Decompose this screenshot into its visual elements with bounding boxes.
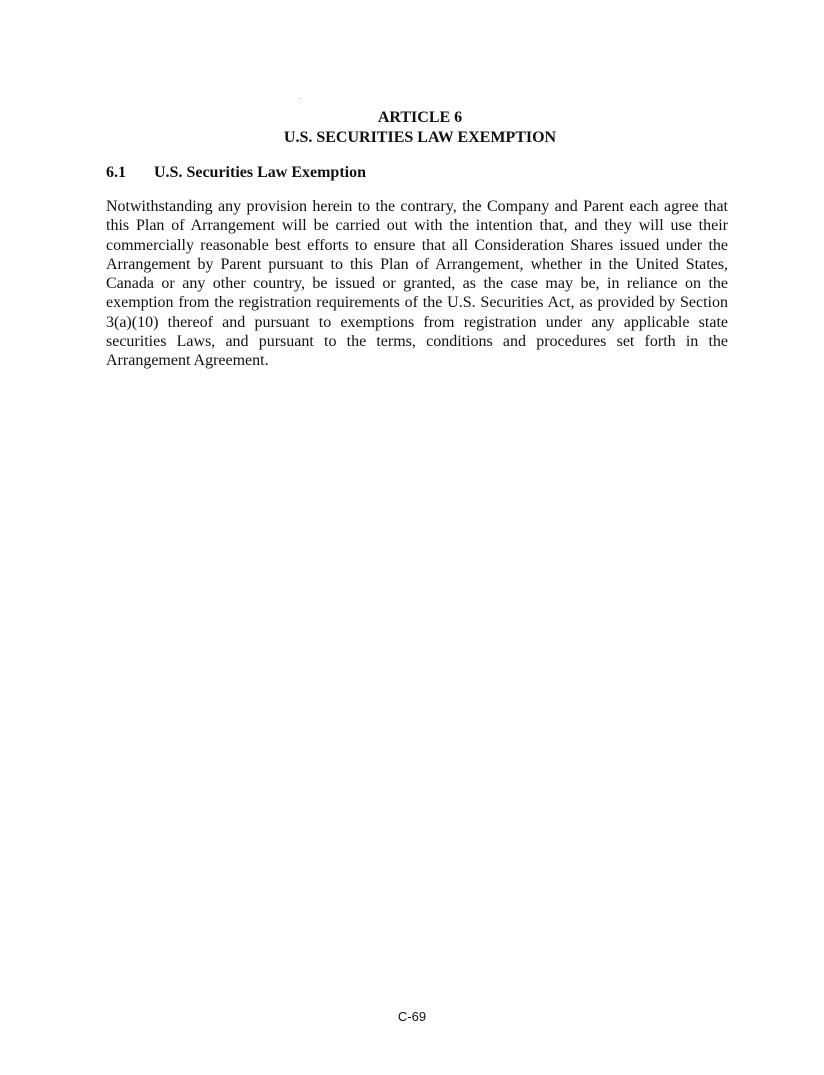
article-label: ARTICLE 6 <box>377 109 463 126</box>
article-heading <box>0 108 824 148</box>
section-title: U.S. Securities Law Exemption <box>154 164 366 181</box>
section-body-paragraph: Notwithstanding any provision herein to the contrary, the Company and Parent each agree that this Plan of Arrangement will be carried out with the intention that, and they will use their commercially reasonable best efforts to ensure that all Consideration Shares issued under the Arrangement by Parent pursuant to this Plan of Arrangement, whether in the United States, Canada or any other country, be issued or granted, as the case may be, in reliance on the exemption from the registration requirements of the U.S. Securities Act, as provided by Section 3(a)(10) thereof and pursuant to exemptions from registration under any applicable state securities Laws, and pursuant to the terms, conditions and procedures set forth in the Arrangement Agreement. <box>106 198 728 370</box>
scan-speck <box>300 98 301 99</box>
page-footer <box>0 1009 824 1024</box>
section-heading <box>106 163 366 183</box>
section-number: 6.1 <box>106 164 126 181</box>
page-number: C-69 <box>397 1009 427 1024</box>
article-title: U.S. SECURITIES LAW EXEMPTION <box>283 129 557 146</box>
